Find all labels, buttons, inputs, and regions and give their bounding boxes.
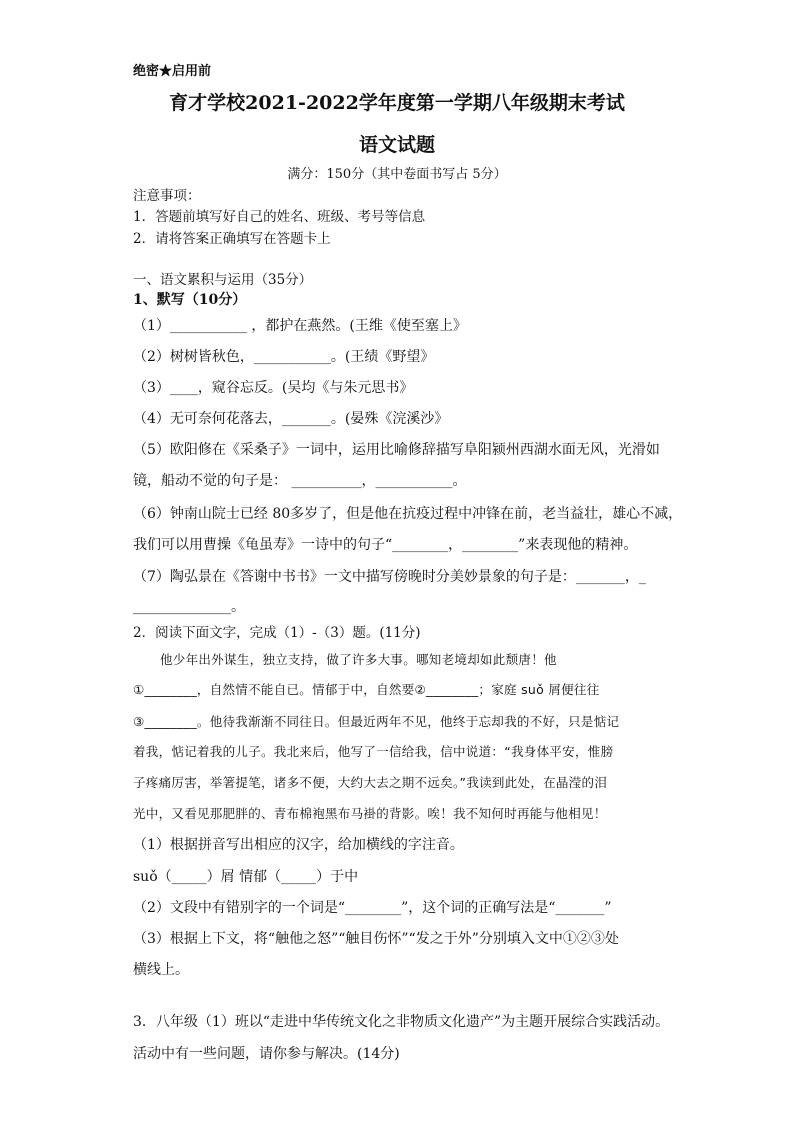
secret-label: 绝密★启用前 <box>133 64 212 79</box>
question-3-line: 3．八年级（1）班以“走进中华传统文化之非物质文化遗产”为主题开展综合实践活动。 <box>133 1014 670 1030</box>
question-2-sub: （2）文段中有错别字的一个词是“________”，这个词的正确写法是“_______” <box>133 900 612 916</box>
question-3-line: 活动中有一些问题，请你参与解决。(14分) <box>133 1046 400 1062</box>
notice-item: 2．请将答案正确填写在答题卡上 <box>133 231 331 247</box>
passage-line: 着我，惦记着我的儿子。我北来后，他写了一信给我，信中说道：“我身体平安，惟膀 <box>133 744 614 759</box>
question-1-title: 1、默写（10分） <box>133 292 247 308</box>
question-1-line: （4）无可奈何花落去，_______。(晏殊《浣溪沙》 <box>133 411 449 427</box>
question-1-line: 镜，船动不觉的句子是： __________，___________。 <box>133 473 467 489</box>
question-1-line: （1）___________ ，都护在燕然。(王维《使至塞上》 <box>133 318 467 334</box>
question-2-sub: （3）根据上下文，将“触他之怒”“触目伤怀”“发之于外”分别填入文中①②③处 <box>133 931 619 947</box>
passage-line: ①________，自然情不能自已。情郁于中，自然要②________；家庭 suǒ 屑便往往 <box>133 682 600 697</box>
question-2-sub: 横线上。 <box>133 962 189 978</box>
notice-item: 1．答题前填写好自己的姓名、班级、考号等信息 <box>133 209 426 225</box>
question-1-line: 我们可以用曹操《龟虽寿》一诗中的句子“________，________”来表现他的精神。 <box>133 537 638 553</box>
passage-line: 他少年出外谋生，独立支持，做了许多大事。哪知老境却如此颓唐！他 <box>160 652 557 667</box>
question-1-line: ______________。 <box>133 599 245 615</box>
notice-heading: 注意事项： <box>133 188 201 204</box>
passage-line: 子疼痛厉害，举箸提笔，诸多不便，大约大去之期不远矣。”我读到此处，在晶滢的泪 <box>133 775 608 790</box>
question-2-sub: （1）根据拼音写出相应的汉字，给加横线的字注音。 <box>133 837 464 853</box>
question-2-title: 2．阅读下面文字，完成（1）-（3）题。(11分) <box>133 625 421 641</box>
question-1-line: （2）树树皆秋色，___________。(王绩《野望》 <box>133 349 435 365</box>
exam-title: 育才学校2021-2022学年度第一学期八年级期末考试 <box>169 92 625 114</box>
section-title: 一、语文累积与运用（35分） <box>133 272 313 288</box>
exam-subtitle: 语文试题 <box>358 134 435 156</box>
question-1-line: （7）陶弘景在《答谢中书书》一文中描写傍晚时分美妙景象的句子是：_______，_ <box>133 569 646 585</box>
score-note: 满分：150分（其中卷面书写占 5分） <box>287 167 507 182</box>
question-1-line: （3）____，窥谷忘反。(吴均《与朱元思书》 <box>133 380 414 396</box>
question-1-line: （6）钟南山院士已经 80多岁了，但是他在抗疫过程中冲锋在前，老当益壮，雄心不减， <box>133 506 683 522</box>
question-2-sub: suǒ（_____）屑 情郁（_____）于中 <box>133 869 359 885</box>
passage-line: 光中，又看见那肥胖的、青布棉袍黑布马褂的背影。唉！我不知何时再能与他相见！ <box>133 806 607 821</box>
passage-line: ③________。他待我渐渐不同往日。但最近两年不见，他终于忘却我的不好，只是惦记 <box>133 714 620 729</box>
question-1-line: （5）欧阳修在《采桑子》一词中，运用比喻修辞描写阜阳颍州西湖水面无风，光滑如 <box>133 442 660 458</box>
